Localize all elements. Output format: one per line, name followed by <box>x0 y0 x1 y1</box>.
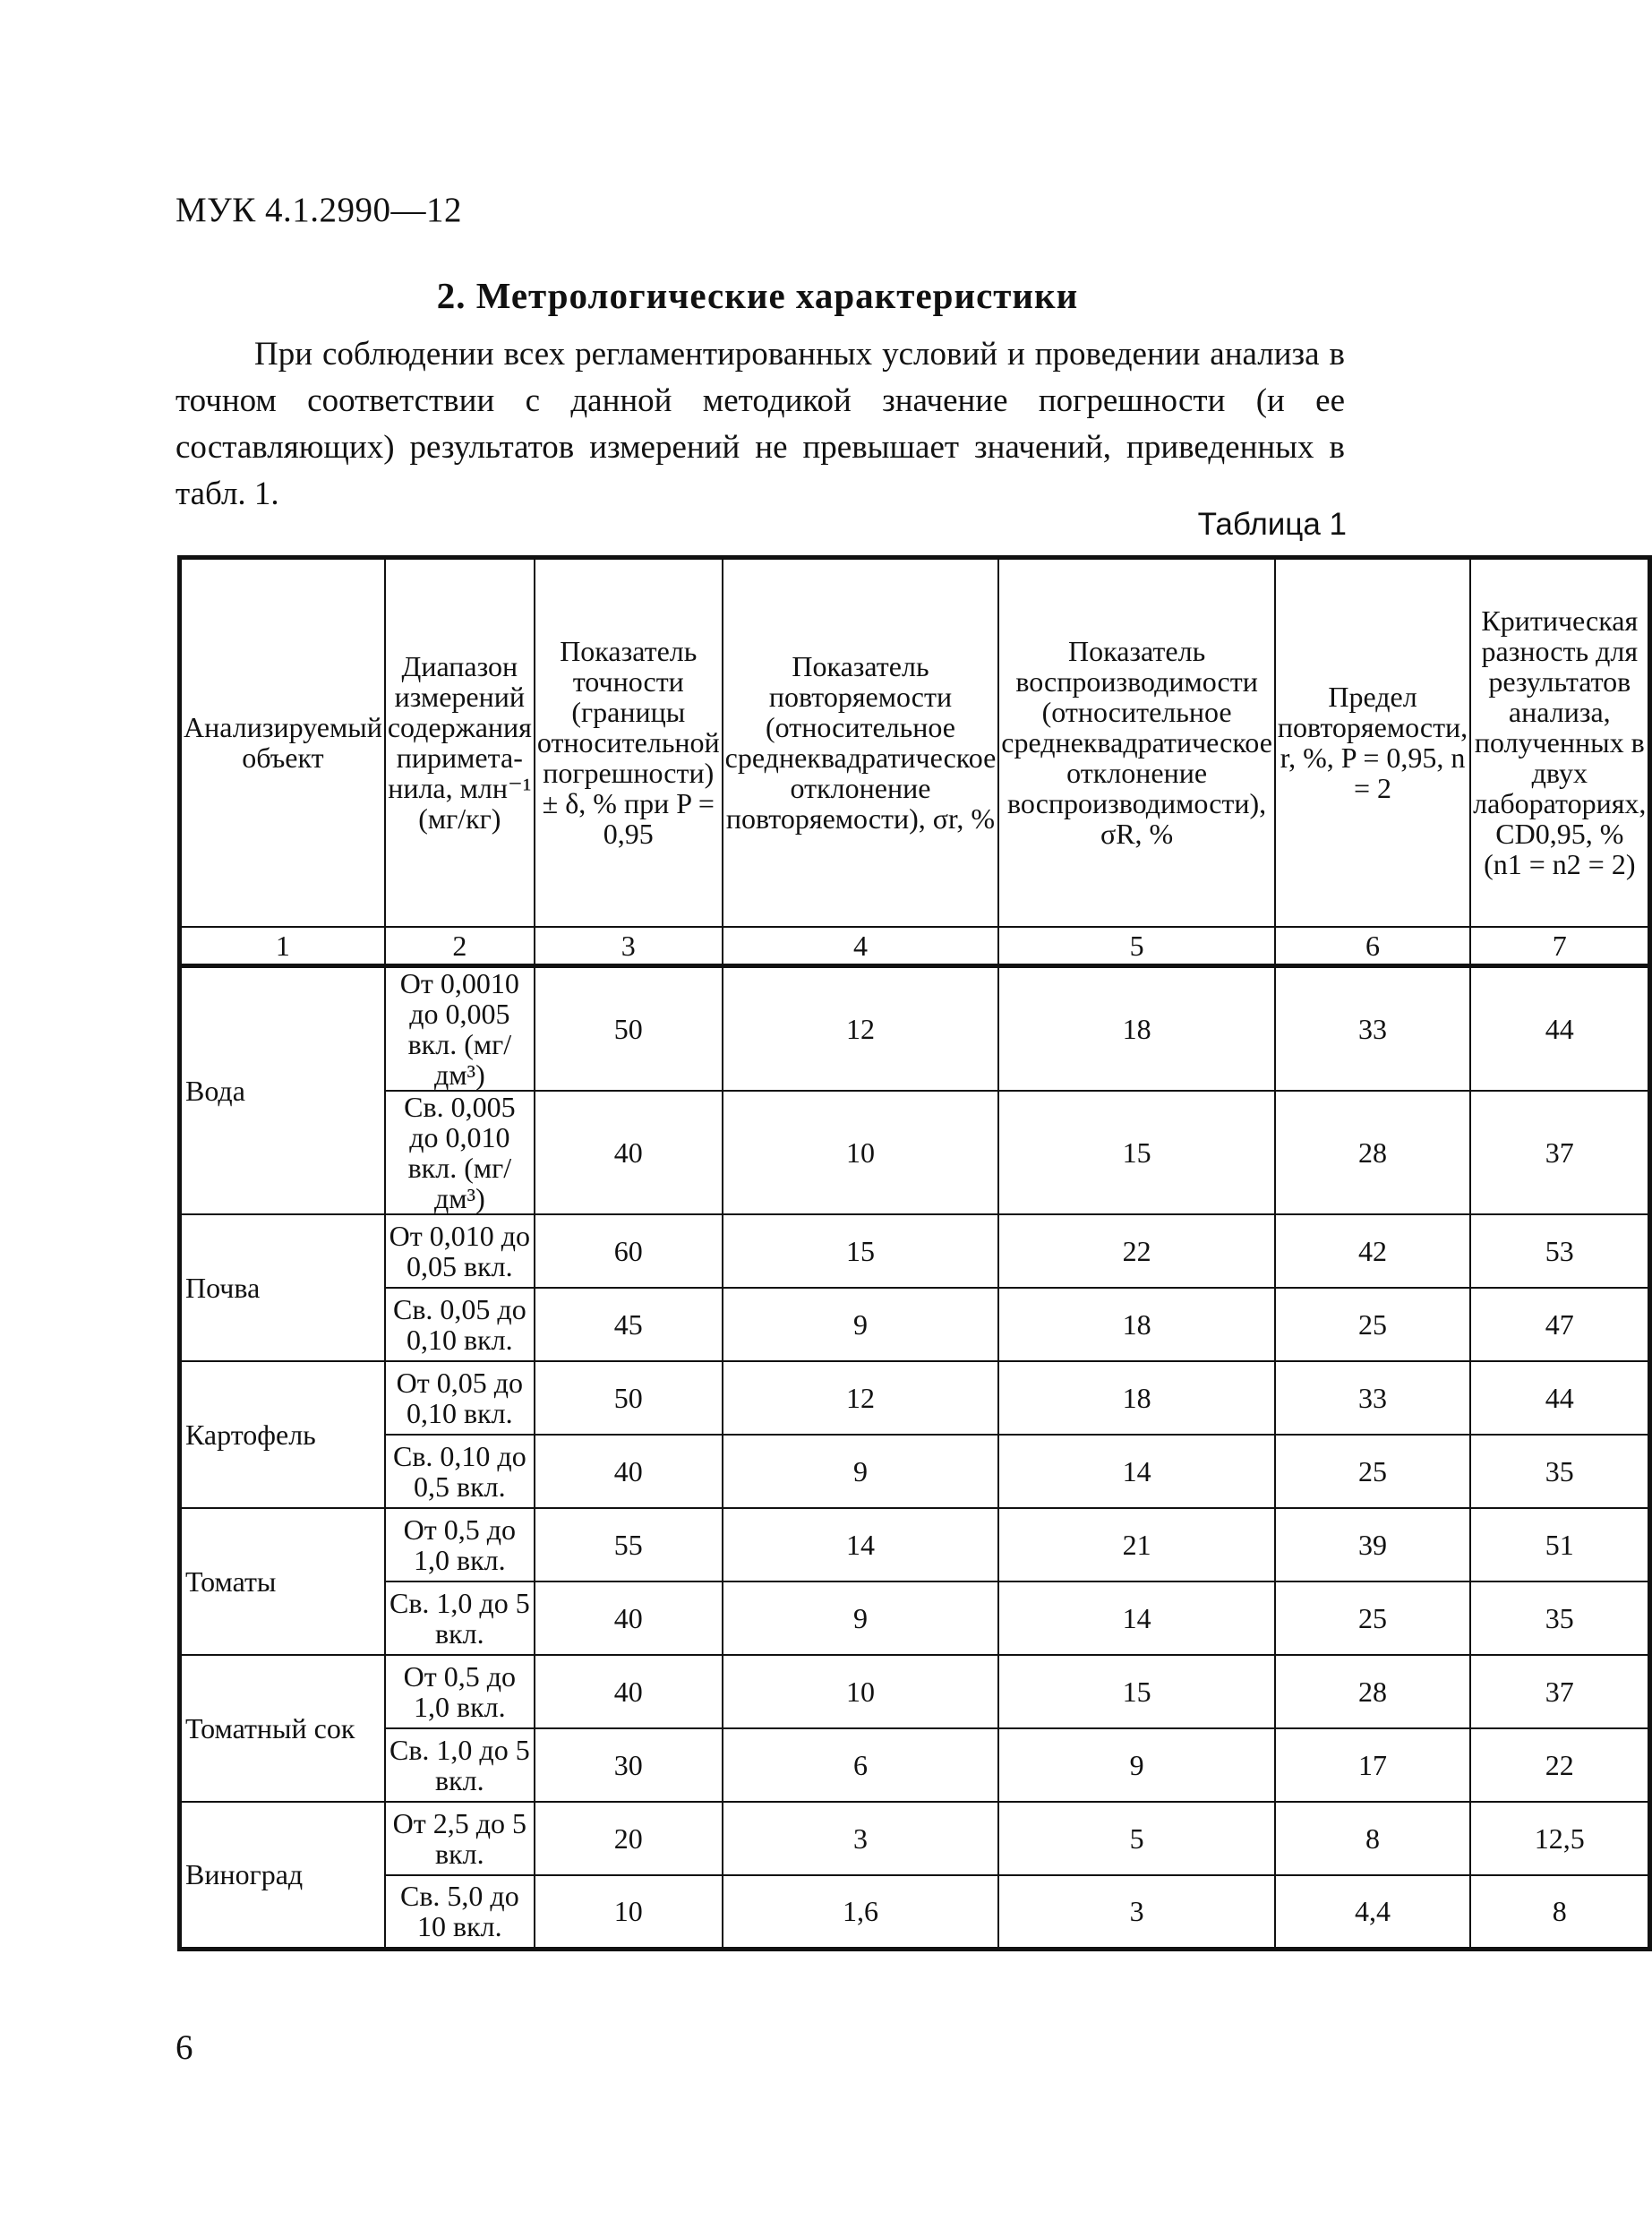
table-row <box>180 1288 1650 1361</box>
header-repeatability-limit: Предел повторяемости, r, %, P = 0,95, n = 2 <box>1275 558 1470 927</box>
range-cell: Св. 1,0 до 5 вкл. <box>385 1728 535 1802</box>
repeatability-cell: 3 <box>723 1802 999 1875</box>
column-number: 6 <box>1275 927 1470 966</box>
limit-cell: 25 <box>1275 1581 1470 1655</box>
repeatability-cell: 12 <box>723 966 999 1092</box>
repeatability-cell: 12 <box>723 1361 999 1435</box>
accuracy-cell: 45 <box>535 1288 723 1361</box>
reproducibility-cell: 15 <box>998 1091 1275 1214</box>
limit-cell: 28 <box>1275 1655 1470 1728</box>
range-cell: От 0,5 до 1,0 вкл. <box>385 1508 535 1581</box>
repeatability-cell: 9 <box>723 1288 999 1361</box>
critical-cell: 44 <box>1470 1361 1650 1435</box>
table-row <box>180 1802 1650 1875</box>
reproducibility-cell: 14 <box>998 1581 1275 1655</box>
range-cell: От 0,0010 до 0,005 вкл. (мг/дм³) <box>385 966 535 1092</box>
table-header-row <box>180 558 1650 927</box>
section-title: 2. Метрологические характеристики <box>436 275 1079 316</box>
table-row <box>180 1581 1650 1655</box>
table-caption: Таблица 1 <box>1197 507 1347 542</box>
column-number-row <box>180 927 1650 966</box>
reproducibility-cell: 15 <box>998 1655 1275 1728</box>
reproducibility-cell: 18 <box>998 966 1275 1092</box>
table-row <box>180 1728 1650 1802</box>
limit-cell: 28 <box>1275 1091 1470 1214</box>
reproducibility-cell: 21 <box>998 1508 1275 1581</box>
column-number: 3 <box>535 927 723 966</box>
critical-cell: 53 <box>1470 1214 1650 1288</box>
accuracy-cell: 40 <box>535 1091 723 1214</box>
object-cell: Картофель <box>180 1361 385 1508</box>
critical-cell: 37 <box>1470 1091 1650 1214</box>
accuracy-cell: 20 <box>535 1802 723 1875</box>
repeatability-cell: 10 <box>723 1091 999 1214</box>
accuracy-cell: 40 <box>535 1581 723 1655</box>
critical-cell: 35 <box>1470 1581 1650 1655</box>
header-repeatability: Показатель повторяемости (относительное среднеквадратическое отклонение повторяемости), σr, % <box>723 558 999 927</box>
accuracy-cell: 50 <box>535 1361 723 1435</box>
repeatability-cell: 14 <box>723 1508 999 1581</box>
repeatability-cell: 9 <box>723 1581 999 1655</box>
object-cell: Томатный сок <box>180 1655 385 1802</box>
reproducibility-cell: 18 <box>998 1361 1275 1435</box>
object-cell: Виноград <box>180 1802 385 1949</box>
header-critical-difference: Критическая разность для результатов анализа, полученных в двух лабораториях, CD0,95, % (n1 = n2 = 2) <box>1470 558 1650 927</box>
table-row <box>180 1214 1650 1288</box>
critical-cell: 8 <box>1470 1875 1650 1949</box>
reproducibility-cell: 18 <box>998 1288 1275 1361</box>
table-row <box>180 1361 1650 1435</box>
table-row <box>180 1655 1650 1728</box>
object-cell: Вода <box>180 966 385 1215</box>
accuracy-cell: 55 <box>535 1508 723 1581</box>
critical-cell: 22 <box>1470 1728 1650 1802</box>
range-cell: От 0,010 до 0,05 вкл. <box>385 1214 535 1288</box>
header-reproducibility: Показатель воспроизводимости (относительное среднеквадратическое отклонение воспроизводимости), σR, % <box>998 558 1275 927</box>
table-row <box>180 1091 1650 1214</box>
critical-cell: 47 <box>1470 1288 1650 1361</box>
table-row <box>180 966 1650 1092</box>
document-code: МУК 4.1.2990—12 <box>175 191 463 229</box>
repeatability-cell: 10 <box>723 1655 999 1728</box>
accuracy-cell: 10 <box>535 1875 723 1949</box>
critical-cell: 51 <box>1470 1508 1650 1581</box>
limit-cell: 8 <box>1275 1802 1470 1875</box>
reproducibility-cell: 5 <box>998 1802 1275 1875</box>
range-cell: От 0,05 до 0,10 вкл. <box>385 1361 535 1435</box>
table-row <box>180 1435 1650 1508</box>
repeatability-cell: 1,6 <box>723 1875 999 1949</box>
range-cell: Св. 5,0 до 10 вкл. <box>385 1875 535 1949</box>
range-cell: Св. 1,0 до 5 вкл. <box>385 1581 535 1655</box>
reproducibility-cell: 22 <box>998 1214 1275 1288</box>
limit-cell: 4,4 <box>1275 1875 1470 1949</box>
object-cell: Томаты <box>180 1508 385 1655</box>
repeatability-cell: 9 <box>723 1435 999 1508</box>
accuracy-cell: 30 <box>535 1728 723 1802</box>
limit-cell: 39 <box>1275 1508 1470 1581</box>
column-number: 7 <box>1470 927 1650 966</box>
column-number: 1 <box>180 927 385 966</box>
table-row <box>180 1875 1650 1949</box>
column-number: 4 <box>723 927 999 966</box>
critical-cell: 44 <box>1470 966 1650 1092</box>
critical-cell: 37 <box>1470 1655 1650 1728</box>
range-cell: От 0,5 до 1,0 вкл. <box>385 1655 535 1728</box>
header-range: Диапазон измерений содержания пиримета-нила, млн⁻¹ (мг/кг) <box>385 558 535 927</box>
header-object: Анализируемый объект <box>180 558 385 927</box>
range-cell: От 2,5 до 5 вкл. <box>385 1802 535 1875</box>
accuracy-cell: 60 <box>535 1214 723 1288</box>
page-number: 6 <box>175 2028 193 2067</box>
accuracy-cell: 40 <box>535 1435 723 1508</box>
critical-cell: 35 <box>1470 1435 1650 1508</box>
limit-cell: 25 <box>1275 1435 1470 1508</box>
limit-cell: 25 <box>1275 1288 1470 1361</box>
reproducibility-cell: 14 <box>998 1435 1275 1508</box>
range-cell: Св. 0,10 до 0,5 вкл. <box>385 1435 535 1508</box>
limit-cell: 17 <box>1275 1728 1470 1802</box>
repeatability-cell: 15 <box>723 1214 999 1288</box>
limit-cell: 33 <box>1275 1361 1470 1435</box>
repeatability-cell: 6 <box>723 1728 999 1802</box>
limit-cell: 42 <box>1275 1214 1470 1288</box>
column-number: 5 <box>998 927 1275 966</box>
intro-paragraph: При соблюдении всех регламентированных условий и проведении анализа в точном соответствии с данной методикой значение погрешности (и ее составляющих) результатов измерений не превышает значений, приведенных в табл. 1. <box>175 336 1345 512</box>
metrology-table <box>177 555 1652 1951</box>
table-row <box>180 1508 1650 1581</box>
reproducibility-cell: 3 <box>998 1875 1275 1949</box>
accuracy-cell: 40 <box>535 1655 723 1728</box>
range-cell: Св. 0,005 до 0,010 вкл. (мг/дм³) <box>385 1091 535 1214</box>
reproducibility-cell: 9 <box>998 1728 1275 1802</box>
accuracy-cell: 50 <box>535 966 723 1092</box>
object-cell: Почва <box>180 1214 385 1361</box>
column-number: 2 <box>385 927 535 966</box>
limit-cell: 33 <box>1275 966 1470 1092</box>
range-cell: Св. 0,05 до 0,10 вкл. <box>385 1288 535 1361</box>
header-accuracy: Показатель точности (границы относительной погрешности) ± δ, % при P = 0,95 <box>535 558 723 927</box>
critical-cell: 12,5 <box>1470 1802 1650 1875</box>
